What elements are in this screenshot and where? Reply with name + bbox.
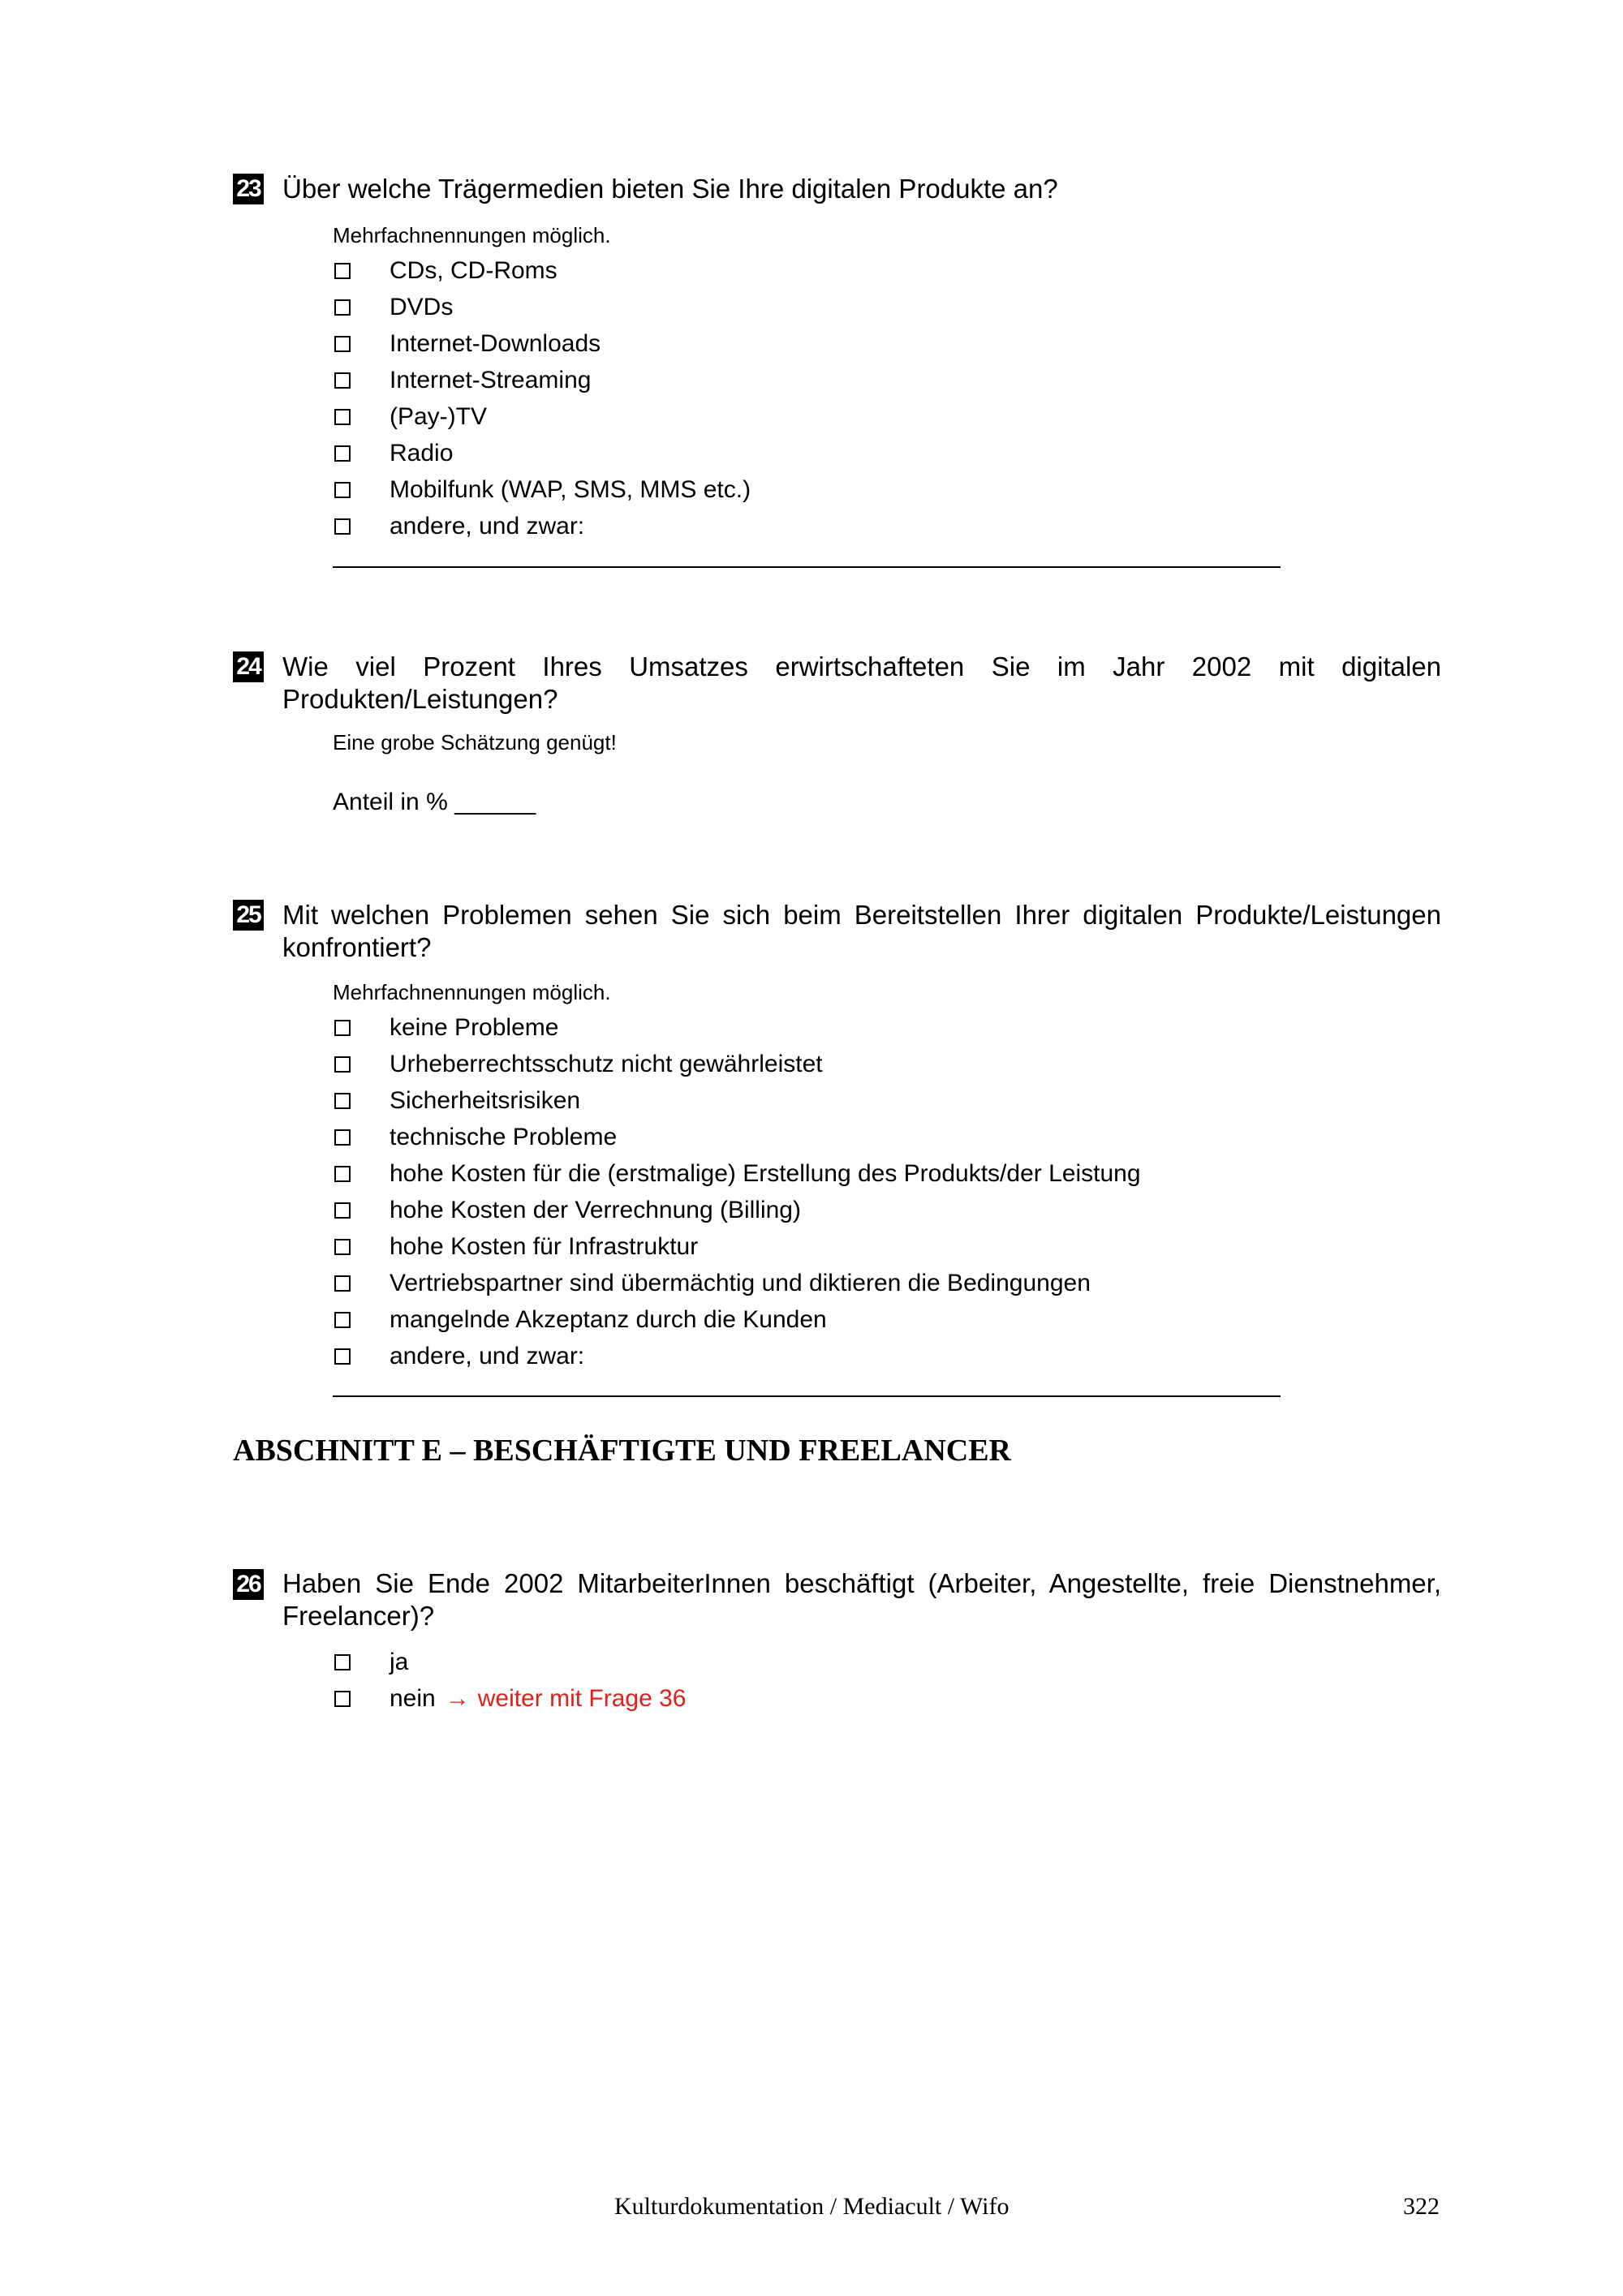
- question-number-23: 23: [233, 174, 264, 204]
- percentage-field-label: Anteil in %: [333, 789, 448, 815]
- q25-option[interactable]: [333, 1265, 1091, 1301]
- checkbox[interactable]: [334, 1129, 351, 1146]
- checkbox[interactable]: [334, 518, 351, 535]
- footer-source: Kulturdokumentation / Mediacult / Wifo: [614, 2193, 1010, 2220]
- checkbox[interactable]: [334, 372, 351, 389]
- q25-other-answer-line[interactable]: [333, 1395, 1281, 1397]
- q26-option-label: ja: [390, 1649, 409, 1675]
- q23-option[interactable]: [333, 252, 558, 289]
- q25-option-label: hohe Kosten der Verrechnung (Billing): [390, 1197, 801, 1223]
- q26-option-label: nein: [390, 1685, 436, 1712]
- percentage-field[interactable]: [333, 786, 536, 819]
- q25-option[interactable]: [333, 1338, 584, 1374]
- q25-option[interactable]: [333, 1082, 580, 1119]
- q25-option-label: keine Probleme: [390, 1014, 559, 1041]
- question-23-text: Über welche Trägermedien bieten Sie Ihre digitalen Produkte an?: [282, 174, 1058, 204]
- q25-option[interactable]: [333, 1192, 801, 1228]
- q25-option[interactable]: [333, 1228, 698, 1265]
- skip-arrow-icon: →: [445, 1685, 470, 1712]
- q23-option[interactable]: [333, 362, 591, 398]
- checkbox[interactable]: [334, 1312, 351, 1328]
- q25-option[interactable]: [333, 1119, 617, 1155]
- checkbox[interactable]: [334, 409, 351, 425]
- q25-option-label: andere, und zwar:: [390, 1343, 585, 1369]
- question-23-hint: Mehrfachnennungen möglich.: [333, 223, 611, 247]
- q26-option-yes[interactable]: [333, 1644, 408, 1680]
- q25-option[interactable]: [333, 1046, 823, 1082]
- q23-option[interactable]: [333, 508, 584, 544]
- q23-option-label: andere, und zwar:: [390, 513, 585, 540]
- checkbox[interactable]: [334, 1654, 351, 1670]
- q23-option[interactable]: [333, 325, 601, 362]
- checkbox[interactable]: [334, 1348, 351, 1365]
- checkbox[interactable]: [334, 1166, 351, 1182]
- q25-option-label: mangelnde Akzeptanz durch die Kunden: [390, 1306, 827, 1333]
- q23-option[interactable]: [333, 289, 453, 325]
- q23-option-label: CDs, CD-Roms: [390, 257, 558, 284]
- percentage-field-blank[interactable]: ______: [454, 789, 536, 815]
- q25-option-label: hohe Kosten für die (erstmalige) Erstellung des Produkts/der Leistung: [390, 1160, 1141, 1187]
- q23-option-label: Internet-Streaming: [390, 367, 592, 393]
- q25-option-label: Vertriebspartner sind übermächtig und diktieren die Bedingungen: [390, 1270, 1091, 1296]
- question-25-text-line2: konfrontiert?: [282, 932, 432, 962]
- q23-option[interactable]: [333, 435, 453, 471]
- question-number-25: 25: [233, 900, 264, 931]
- checkbox[interactable]: [334, 1275, 351, 1292]
- checkbox[interactable]: [334, 482, 351, 498]
- question-number-24: 24: [233, 651, 264, 682]
- q26-option-no[interactable]: [333, 1680, 686, 1717]
- question-26-text-line1: Haben Sie Ende 2002 MitarbeiterInnen beschäftigt (Arbeiter, Angestellte, freie Dienstnehmer,: [282, 1568, 1441, 1598]
- section-heading: ABSCHNITT E – BESCHÄFTIGTE UND FREELANCER: [233, 1434, 1011, 1468]
- q23-option-label: DVDs: [390, 294, 454, 320]
- q25-option-label: technische Probleme: [390, 1124, 618, 1150]
- q25-option[interactable]: [333, 1301, 827, 1338]
- q23-other-answer-line[interactable]: [333, 566, 1281, 568]
- q25-option-label: Urheberrechtsschutz nicht gewährleistet: [390, 1051, 823, 1077]
- q23-option-label: Internet-Downloads: [390, 330, 601, 357]
- checkbox[interactable]: [334, 299, 351, 316]
- q25-option[interactable]: [333, 1155, 1141, 1192]
- checkbox[interactable]: [334, 1093, 351, 1109]
- checkbox[interactable]: [334, 445, 351, 462]
- question-26-text-line2: Freelancer)?: [282, 1601, 435, 1631]
- checkbox[interactable]: [334, 1239, 351, 1255]
- q25-option-label: Sicherheitsrisiken: [390, 1087, 581, 1114]
- q23-option[interactable]: [333, 471, 751, 508]
- checkbox[interactable]: [334, 263, 351, 279]
- checkbox[interactable]: [334, 1020, 351, 1036]
- checkbox[interactable]: [334, 1202, 351, 1219]
- q25-option-label: hohe Kosten für Infrastruktur: [390, 1233, 699, 1260]
- q23-option[interactable]: [333, 398, 487, 435]
- q25-option[interactable]: [333, 1009, 558, 1046]
- skip-instruction: weiter mit Frage 36: [477, 1685, 687, 1712]
- question-25-hint: Mehrfachnennungen möglich.: [333, 980, 611, 1004]
- question-24-text-line2: Produkten/Leistungen?: [282, 684, 558, 714]
- q23-option-label: (Pay-)TV: [390, 403, 487, 430]
- checkbox[interactable]: [334, 1691, 351, 1707]
- question-24-text-line1: Wie viel Prozent Ihres Umsatzes erwirtschafteten Sie im Jahr 2002 mit digitalen: [282, 651, 1441, 681]
- question-24-hint: Eine grobe Schätzung genügt!: [333, 730, 617, 755]
- page-number: 322: [1403, 2193, 1440, 2220]
- q23-option-label: Mobilfunk (WAP, SMS, MMS etc.): [390, 476, 751, 503]
- question-number-26: 26: [233, 1569, 264, 1600]
- q23-option-label: Radio: [390, 440, 454, 467]
- checkbox[interactable]: [334, 336, 351, 352]
- checkbox[interactable]: [334, 1056, 351, 1073]
- question-25-text-line1: Mit welchen Problemen sehen Sie sich beim Bereitstellen Ihrer digitalen Produkte/Leistungen: [282, 900, 1441, 930]
